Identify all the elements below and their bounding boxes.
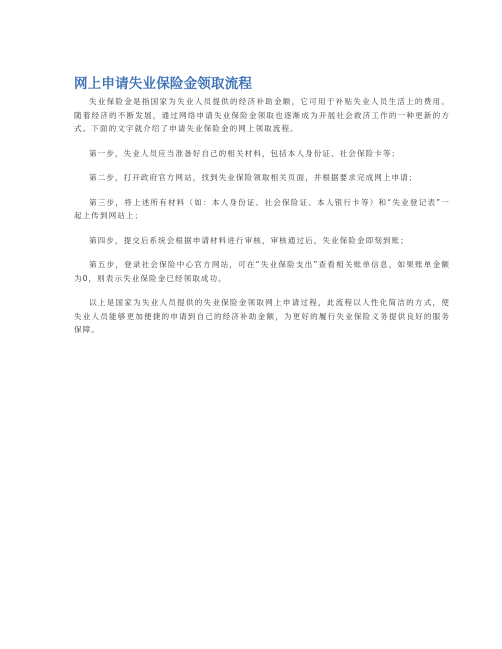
document-page xyxy=(74,76,450,348)
document-title: 网上申请失业保险金领取流程 xyxy=(74,76,253,92)
paragraph-step-2: 第二步，打开政府官方网站，找到失业保险领取相关页面，并根据要求完成网上申请； xyxy=(89,173,418,182)
paragraph-step-5: 第五步，登录社会保险中心官方网站，可在“失业保险支出”查看相关账单信息，如果账单金额为0，则表示失业保险金已经领取成功。 xyxy=(74,260,450,283)
paragraph-conclusion: 以上是国家为失业人员提供的失业保险金领取网上申请过程，此流程以人性化简洁的方式，使失业人员能够更加便捷的申请到自己的经济补助金额，为更好的履行失业保险义务提供良好的服务保障。 xyxy=(74,298,450,334)
paragraph-intro: 失业保险金是指国家为失业人员提供的经济补助金额，它可用于补贴失业人员生活上的费用。随着经济的不断发展，通过网络申请失业保险金领取也逐渐成为开展社会救济工作的一种更新的方式。下面的文字就介绍了申请失业保险金的网上领取流程。 xyxy=(74,97,450,133)
paragraph-step-1: 第一步，失业人员应当准备好自己的相关材料，包括本人身份证、社会保险卡等； xyxy=(89,148,401,158)
paragraph-step-3: 第三步，将上述所有材料（如：本人身份证、社会保险证、本人银行卡等）和“失业登记表”一起上传到网站上； xyxy=(74,197,450,220)
paragraph-step-4: 第四步，提交后系统会根据申请材料进行审核，审核通过后，失业保险金即刻到账； xyxy=(89,235,409,245)
